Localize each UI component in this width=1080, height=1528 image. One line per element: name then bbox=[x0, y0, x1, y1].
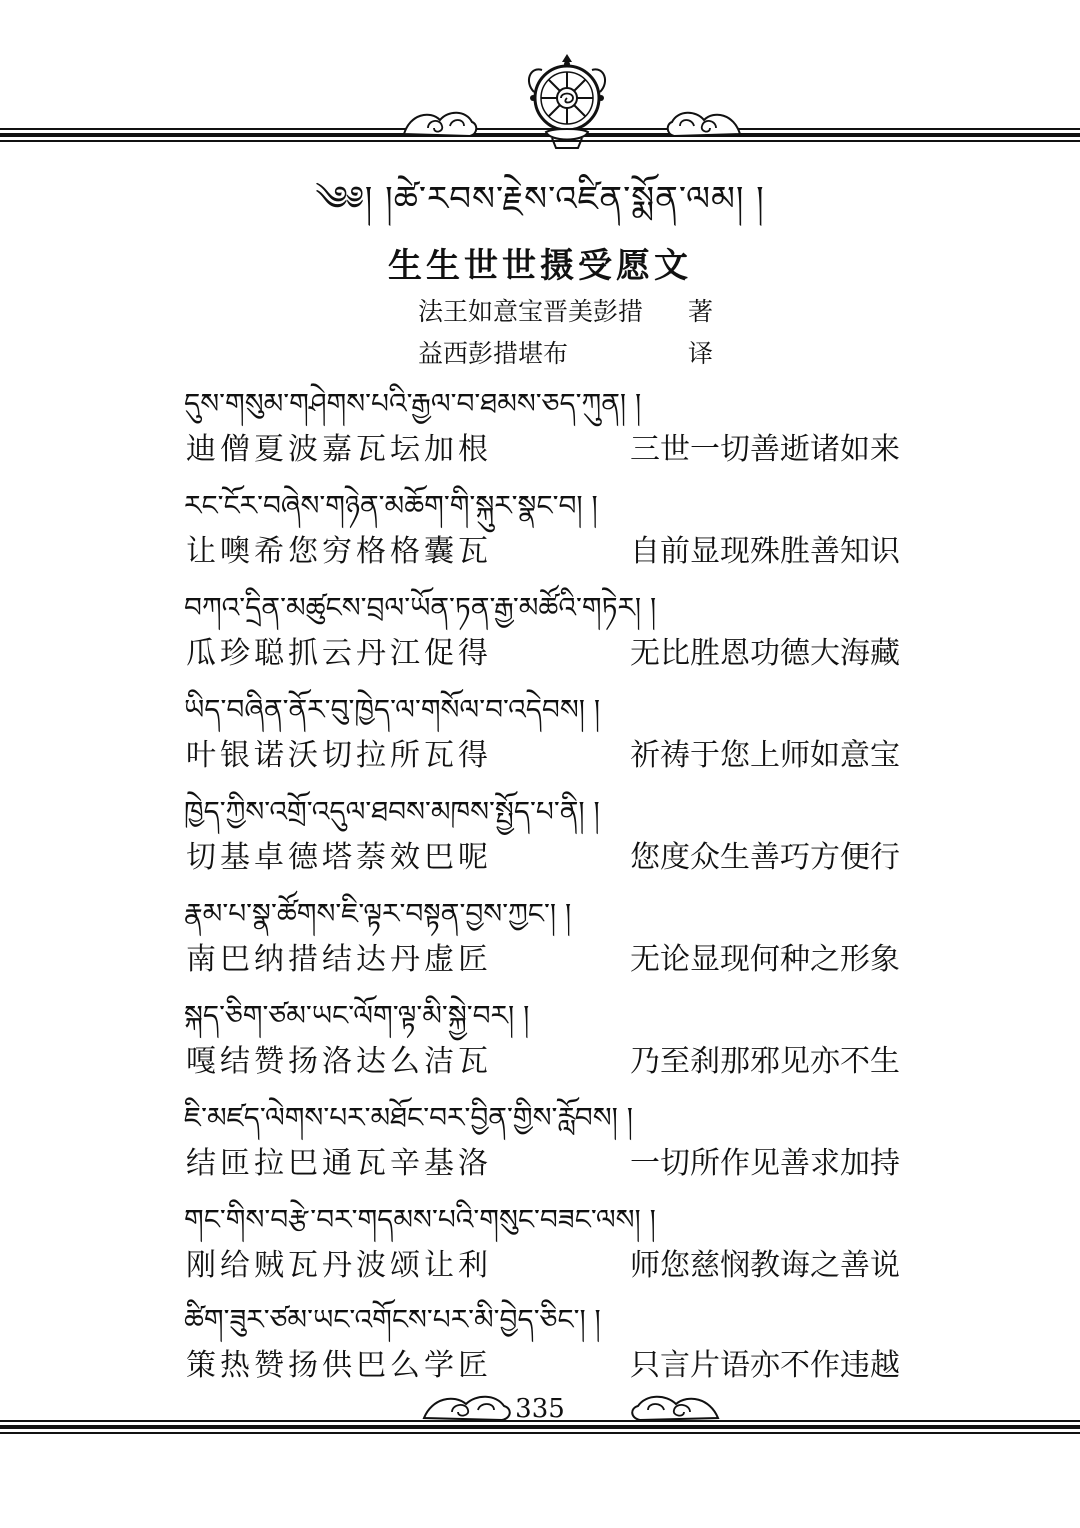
translation-line: 您度众生善巧方便行 bbox=[630, 840, 900, 875]
phonetic-line: 叶银诺沃切拉所瓦得 bbox=[186, 738, 492, 773]
translator-credit bbox=[418, 334, 714, 370]
tibetan-line: ཡིད་བཞིན་ནོར་བུ་ཁྱེད་ལ་གསོལ་བ་འདེབས། ། bbox=[184, 693, 601, 726]
translation-line: 三世一切善逝诸如来 bbox=[630, 432, 900, 467]
author-role: 著 bbox=[688, 297, 714, 326]
translation-line: 一切所作见善求加持 bbox=[630, 1146, 900, 1181]
translation-line: 无比胜恩功德大海藏 bbox=[630, 636, 900, 671]
tibetan-line: ཚིག་ཟུར་ཙམ་ཡང་འགོངས་པར་མི་བྱེད་ཅིང་། ། bbox=[184, 1303, 601, 1336]
page-number: 335 bbox=[515, 1394, 565, 1424]
tibetan-line: རྣམ་པ་སྣ་ཚོགས་ཇི་ལྟར་བསྟན་བྱས་ཀྱང་། ། bbox=[184, 897, 572, 930]
phonetic-line: 瓜珍聪抓云丹江促得 bbox=[186, 636, 492, 671]
chinese-title: 生生世世摄受愿文 bbox=[388, 246, 692, 286]
phonetic-line: 南巴纳措结达丹虚匠 bbox=[186, 942, 492, 977]
author-credit bbox=[418, 292, 714, 328]
translator-name: 益西彭措堪布 bbox=[418, 339, 569, 368]
translation-line: 乃至刹那邪见亦不生 bbox=[630, 1044, 900, 1079]
tibetan-line: ཇི་མཛད་ལེགས་པར་མཐོང་བར་བྱིན་གྱིས་རློབས། ། bbox=[184, 1101, 633, 1134]
phonetic-line: 迪僧夏波嘉瓦坛加根 bbox=[186, 432, 492, 467]
phonetic-line: 策热赞扬供巴么学匠 bbox=[186, 1348, 492, 1383]
translation-line: 无论显现何种之形象 bbox=[630, 942, 900, 977]
translation-line: 师您慈悯教诲之善说 bbox=[630, 1248, 900, 1283]
tibetan-line: བཀའ་དྲིན་མཚུངས་བྲལ་ཡོན་ཏན་རྒྱ་མཚོའི་གཏེར། ། bbox=[184, 591, 657, 624]
cloud-left-icon bbox=[400, 104, 480, 140]
phonetic-line: 刚给贼瓦丹波颂让利 bbox=[186, 1248, 492, 1283]
author-name: 法王如意宝晋美彭措 bbox=[418, 297, 644, 326]
phonetic-line: 结匝拉巴通瓦辛基洛 bbox=[186, 1146, 492, 1181]
phonetic-line: 嘎结赞扬洛达么洁瓦 bbox=[186, 1044, 492, 1079]
tibetan-line: སྐད་ཅིག་ཙམ་ཡང་ལོག་ལྟ་མི་སྐྱེ་བར། ། bbox=[184, 999, 530, 1032]
tibetan-line: དུས་གསུམ་གཤེགས་པའི་རྒྱལ་བ་ཐམས་ཅད་ཀུན། ། bbox=[184, 387, 642, 420]
tibetan-line: གང་གིས་བརྩེ་བར་གདམས་པའི་གསུང་བཟང་ལས། ། bbox=[184, 1203, 656, 1236]
translation-line: 只言片语亦不作违越 bbox=[630, 1348, 900, 1383]
phonetic-line: 切基卓德塔萘效巴呢 bbox=[186, 840, 492, 875]
cloud-right-icon bbox=[664, 104, 744, 140]
tibetan-title: ༄༅། །ཚེ་རབས་རྗེས་འཛིན་སྨོན་ལམ། ། bbox=[315, 179, 765, 219]
translation-line: 自前显现殊胜善知识 bbox=[630, 534, 900, 569]
dharma-wheel-icon bbox=[520, 52, 614, 152]
phonetic-line: 让噢希您穷格格囊瓦 bbox=[186, 534, 492, 569]
tibetan-line: རང་ངོར་བཞེས་གཉེན་མཆོག་གི་སྐུར་སྣང་བ། ། bbox=[184, 489, 598, 522]
translation-line: 祈祷于您上师如意宝 bbox=[630, 738, 900, 773]
tibetan-line: ཁྱེད་ཀྱིས་འགྲོ་འདུལ་ཐབས་མཁས་སྤྱོད་པ་ནི། ། bbox=[184, 795, 600, 828]
translator-role: 译 bbox=[688, 339, 714, 368]
